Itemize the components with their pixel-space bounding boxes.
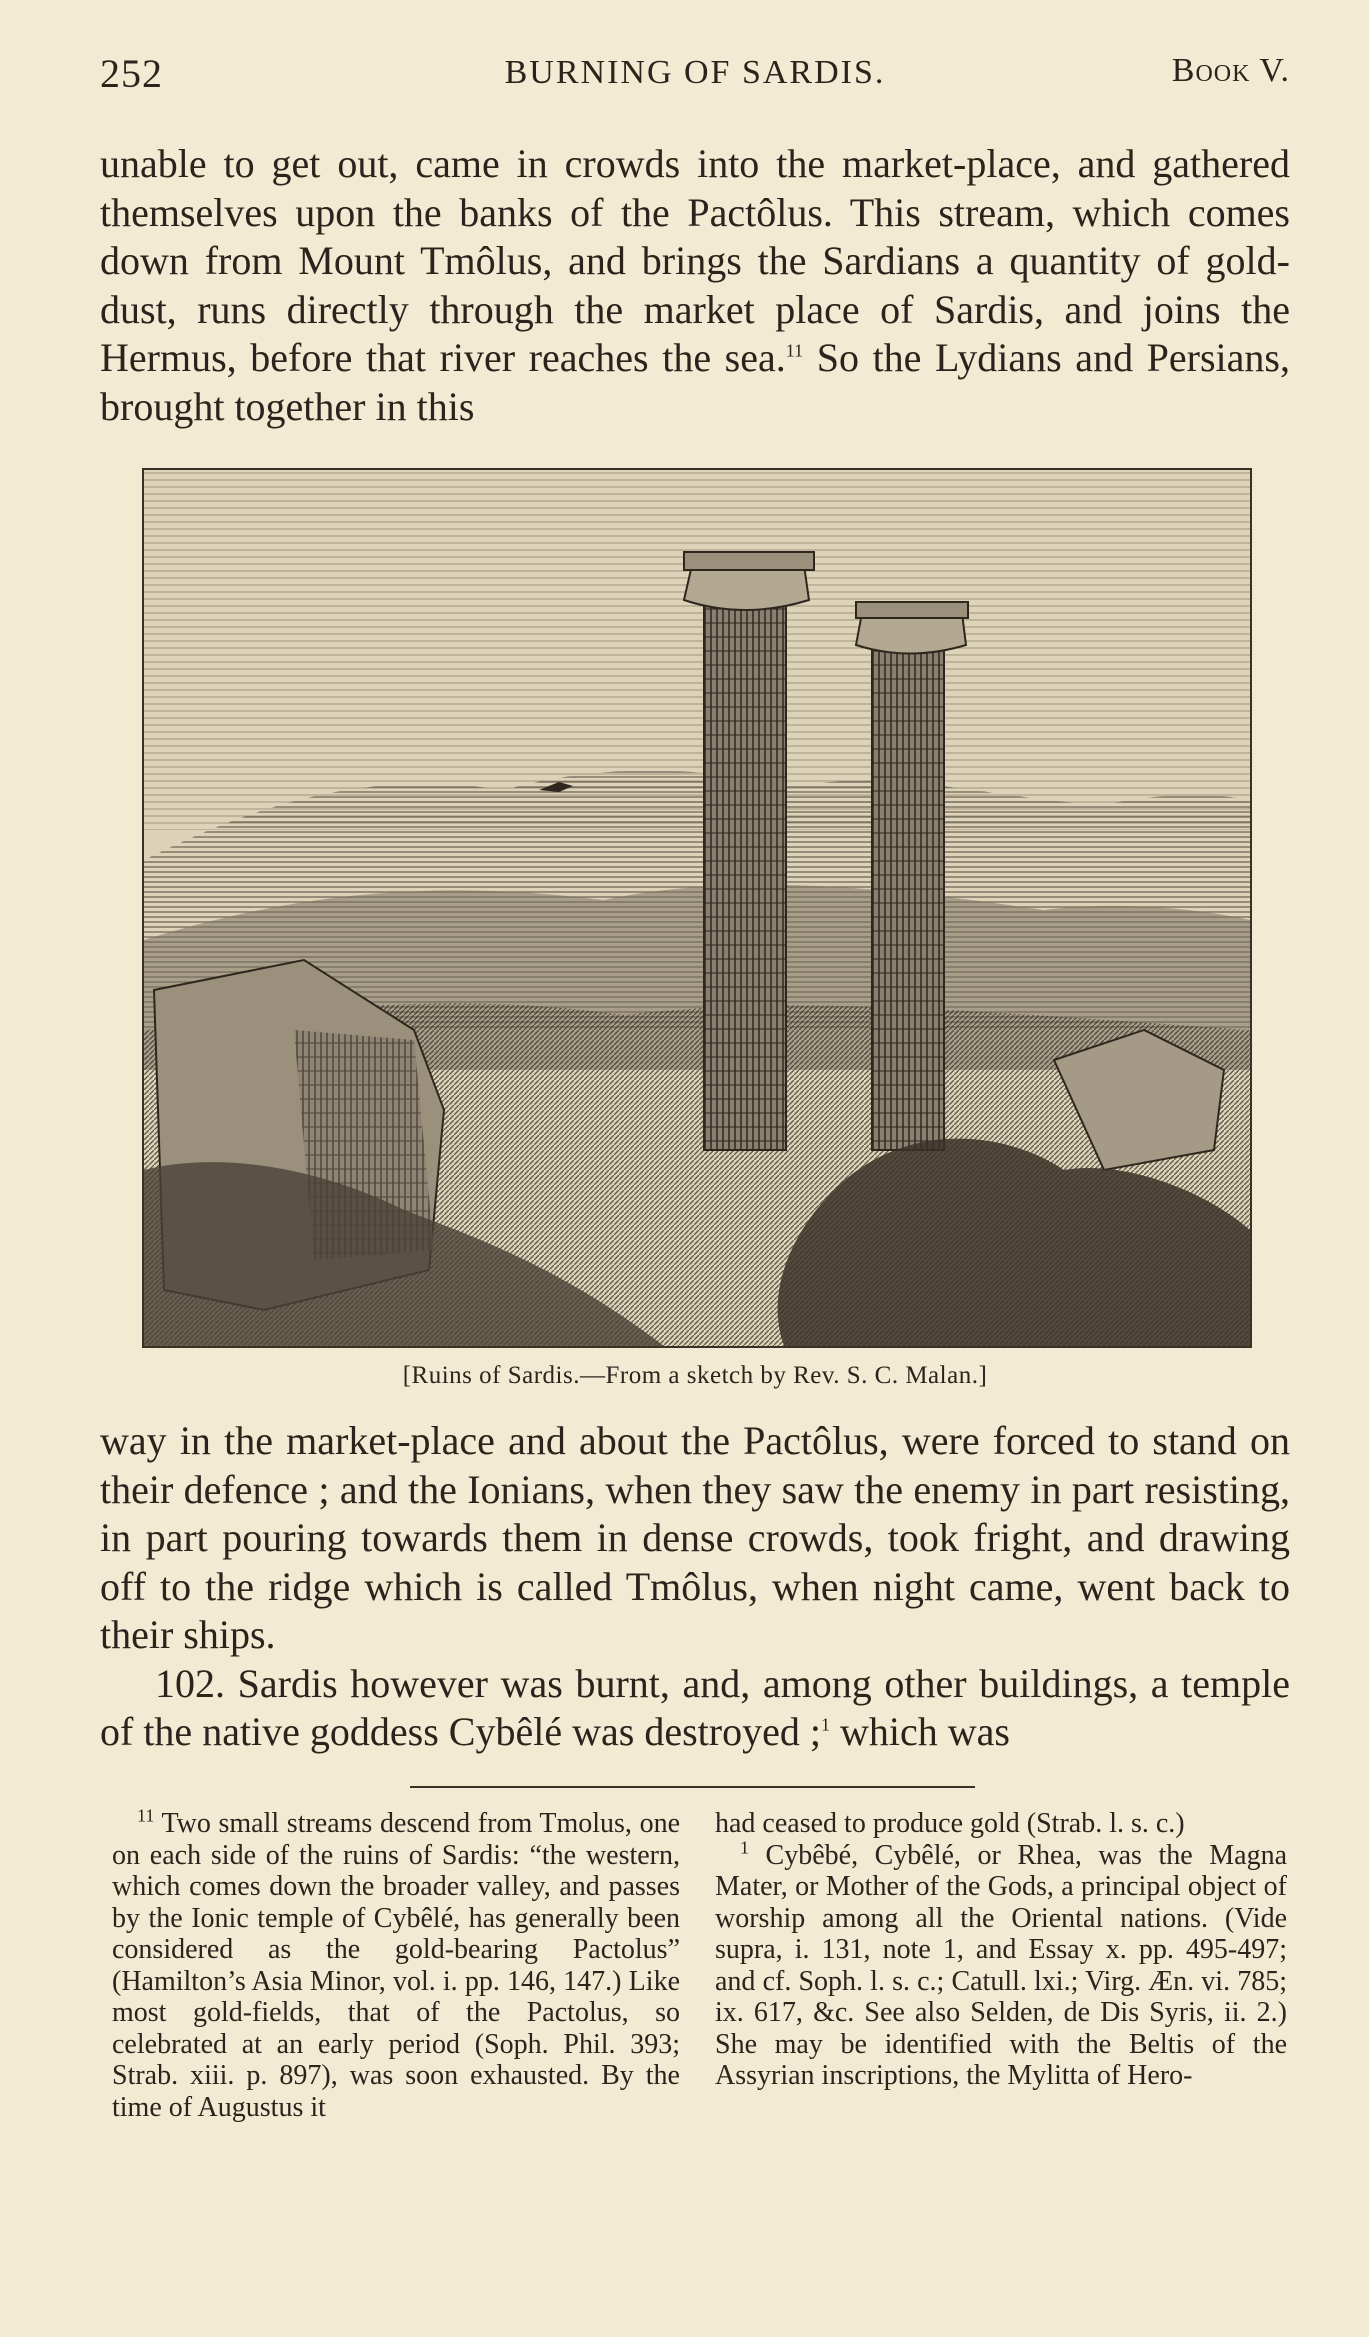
- engraving-image: [144, 470, 1250, 1346]
- note-ref-1: 1: [820, 1714, 830, 1735]
- footnote-marker-11: 11: [137, 1805, 155, 1826]
- section-102-end: which was: [829, 1709, 1010, 1754]
- body-text-continued: way in the market-place and about the Pactôlus, were forced to stand on their defence ; and the Ionians, when they saw the enemy in part resisting, in part pouring towards them in dense crowds, took fright, and drawing off to the ridge which is called Tmôlus, when night came, went back to their ships.: [100, 1418, 1290, 1657]
- body-paragraph-bottom: [100, 1417, 1290, 1757]
- footnotes-left-column: [112, 1805, 680, 2123]
- footnote-marker-1: 1: [740, 1837, 749, 1858]
- section-102-text: 102. Sardis however was burnt, and, among other buildings, a temple of the native goddess Cybêlé was destroyed ;: [100, 1660, 1290, 1754]
- book-label: Book V.: [1171, 52, 1290, 89]
- footnote-rule: [410, 1786, 975, 1788]
- note-ref-11: 11: [785, 340, 804, 361]
- figure-caption: [Ruins of Sardis.—From a sketch by Rev. S. C. Malan.]: [402, 1362, 988, 1389]
- body-text-top: unable to get out, came in crowds into the market-place, and gathered themselves upon the banks of the Pactôlus. This stream, which comes down from Mount Tmôlus, and brings the Sardians a quantity of gold-dust, runs directly through the market place of Sardis, and joins the Hermus, before that river reaches the sea.: [100, 141, 1290, 380]
- footnote-continuation: had ceased to produce gold (Strab. l. s. c.): [715, 1808, 1185, 1839]
- body-text-top-end: So the Lydians and Persians, brought together in this: [100, 335, 1290, 429]
- body-paragraph-top: [100, 140, 1290, 431]
- ruins-illustration: [142, 468, 1252, 1348]
- section-102: [100, 1660, 1290, 1757]
- footnote-1-text: Cybêbé, Cybêlé, or Rhea, was the Magna Mater, or Mother of the Gods, a principal object of worship among all the Oriental nations. (Vide supra, i. 131, note 1, and Essay x. pp. 495-497; and cf. Soph. l. s. c.; Catull. lxi.; Virg. Æn. vi. 785; ix. 617, &c. See also Selden, de Dis Syris, ii. 2.) She may be identified with the Beltis of the Assyrian inscriptions, the Mylitta of Hero-: [715, 1839, 1288, 2091]
- footnotes-right-column: [715, 1808, 1287, 2092]
- page-number: 252: [100, 51, 163, 96]
- footnote-11-text: Two small streams descend from Tmolus, one on each side of the ruins of Sardis: “the western, which comes down the broader valley, and passes by the Ionic temple of Cybêlé, has generally been considered as the gold-bearing Pactolus” (Hamilton’s Asia Minor, vol. i. pp. 146, 147.) Like most gold-fields, that of the Pactolus, so celebrated at an early period (Soph. Phil. 393; Strab. xiii. p. 897), was soon exhausted. By the time of Augustus it: [112, 1808, 680, 2123]
- running-title: BURNING OF SARDIS.: [504, 54, 886, 91]
- running-header: [100, 50, 1290, 110]
